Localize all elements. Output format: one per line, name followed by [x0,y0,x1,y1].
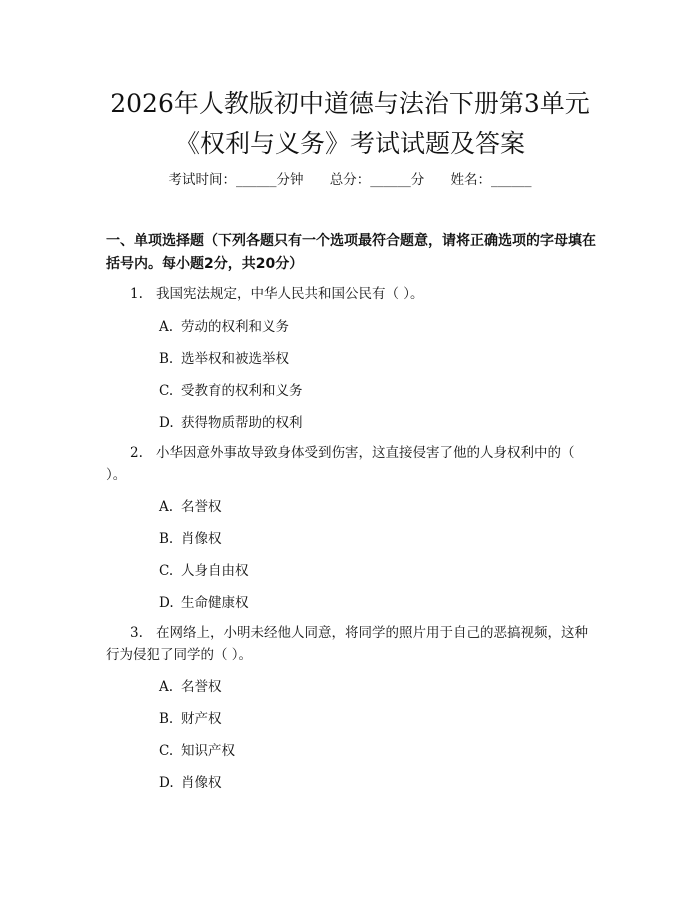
option-label: A. [159,679,174,695]
option-3b [159,707,222,727]
option-2a [159,495,222,515]
time-label: 考试时间： [168,172,236,188]
exam-meta-line [0,168,700,188]
option-text: 生命健康权 [181,595,249,611]
option-label: A. [159,319,174,335]
name-blank: ______ [491,172,532,188]
option-text: 劳动的权利和义务 [181,319,289,335]
option-1b [159,347,289,367]
option-label: D. [159,415,174,431]
option-text: 受教育的权利和义务 [181,383,303,399]
time-unit: 分钟 [276,172,304,188]
option-text: 名誉权 [181,679,222,695]
option-text: 选举权和被选举权 [181,351,289,367]
option-text: 获得物质帮助的权利 [181,415,303,431]
option-text: 肖像权 [181,775,222,791]
question-2 [106,442,596,486]
question-number: 1. [130,286,143,302]
score-blank: ______ [370,172,411,188]
option-label: C. [159,563,174,579]
score-label: 总分： [329,172,371,188]
section-heading: 一、单项选择题（下列各题只有一个选项最符合题意，请将正确选项的字母填在括号内。每小题2分，共20分） [106,233,596,272]
option-label: D. [159,775,174,791]
question-text: 我国宪法规定，中华人民共和国公民有（ ）。 [156,286,424,302]
option-text: 知识产权 [181,743,235,759]
exam-title-line-1: 2026年人教版初中道德与法治下册第3单元 [110,89,590,118]
option-1c [159,379,303,399]
option-3c [159,739,235,759]
option-text: 名誉权 [181,499,222,515]
option-2d [159,591,249,611]
name-label: 姓名： [450,172,492,188]
option-label: A. [159,499,174,515]
option-3a [159,675,222,695]
question-1 [106,283,596,305]
time-blank: ______ [235,172,277,188]
question-number: 3. [130,625,143,641]
option-label: B. [159,711,174,727]
option-label: C. [159,383,174,399]
question-text: 在网络上，小明未经他人同意，将同学的照片用于自己的恶搞视频，这种行为侵犯了同学的（ ）。 [106,625,588,663]
question-3 [106,622,596,666]
option-3d [159,771,222,791]
score-unit: 分 [410,172,425,188]
question-number: 2. [130,445,143,461]
option-text: 人身自由权 [181,563,249,579]
question-text: 小华因意外事故导致身体受到伤害，这直接侵害了他的人身权利中的（ ）。 [106,445,575,483]
option-text: 肖像权 [181,531,222,547]
option-2c [159,559,249,579]
option-2b [159,527,222,547]
option-label: B. [159,351,174,367]
option-label: C. [159,743,174,759]
option-label: B. [159,531,174,547]
exam-title-line-2: 《权利与义务》考试试题及答案 [174,129,525,158]
option-1d [159,411,303,431]
option-label: D. [159,595,174,611]
option-text: 财产权 [181,711,222,727]
option-1a [159,315,289,335]
